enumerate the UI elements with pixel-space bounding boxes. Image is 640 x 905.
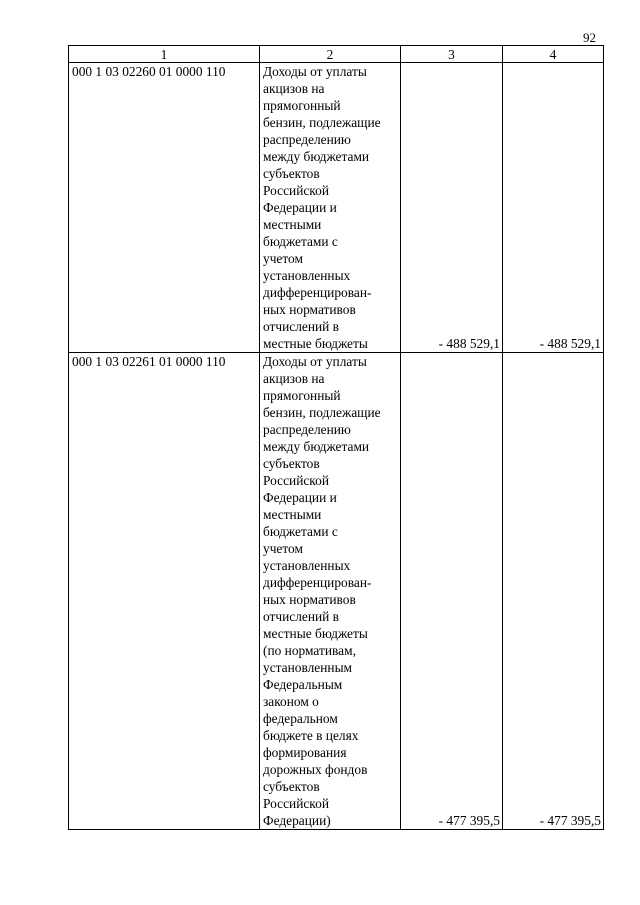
description-line: субъектов: [263, 779, 320, 794]
description-line: акцизов на: [263, 371, 325, 386]
description-line: Доходы от уплаты: [263, 64, 367, 79]
description-line: учетом: [263, 541, 303, 556]
budget-code: 000 1 03 02261 01 0000 110: [69, 353, 260, 830]
description-line: законом о: [263, 694, 319, 709]
description-line: распределению: [263, 132, 351, 147]
description-line: (по нормативам,: [263, 643, 356, 658]
page-number: 92: [583, 30, 596, 45]
budget-table: [68, 45, 604, 830]
description-line: бензин, подлежащие: [263, 405, 381, 420]
description-line: Российской: [263, 473, 329, 488]
description-line: местными: [263, 507, 322, 522]
description-line: субъектов: [263, 166, 320, 181]
description-line: Федеральным: [263, 677, 343, 692]
amount-col3: - 477 395,5: [401, 353, 503, 830]
description-line: бюджете в целях: [263, 728, 359, 743]
description-line: местные бюджеты: [263, 626, 368, 641]
description-line: ных нормативов: [263, 302, 356, 317]
table-row: [69, 353, 604, 830]
description-line: Федерации и: [263, 490, 337, 505]
description-line: между бюджетами: [263, 439, 370, 454]
income-description: [260, 63, 401, 353]
amount-col4: - 477 395,5: [503, 353, 604, 830]
description-line: Доходы от уплаты: [263, 354, 367, 369]
column-header-4: 4: [503, 46, 604, 63]
description-line: прямогонный: [263, 98, 341, 113]
description-line: распределению: [263, 422, 351, 437]
description-line: бюджетами с: [263, 234, 338, 249]
description-line: установленным: [263, 660, 353, 675]
description-line: установленных: [263, 268, 351, 283]
description-line: учетом: [263, 251, 303, 266]
description-line: субъектов: [263, 456, 320, 471]
description-line: между бюджетами: [263, 149, 370, 164]
description-line: формирования: [263, 745, 347, 760]
description-line: местными: [263, 217, 322, 232]
description-line: федеральном: [263, 711, 338, 726]
description-line: ных нормативов: [263, 592, 356, 607]
description-line: Федерации и: [263, 200, 337, 215]
description-line: дифференцирован-: [263, 575, 372, 590]
amount-col4: - 488 529,1: [503, 63, 604, 353]
description-line: установленных: [263, 558, 351, 573]
description-line: отчислений в: [263, 319, 340, 334]
column-header-2: 2: [260, 46, 401, 63]
amount-col3: - 488 529,1: [401, 63, 503, 353]
description-line: бюджетами с: [263, 524, 338, 539]
description-line: Российской: [263, 183, 329, 198]
description-line: дорожных фондов: [263, 762, 368, 777]
budget-code: 000 1 03 02260 01 0000 110: [69, 63, 260, 353]
column-header-1: 1: [69, 46, 260, 63]
description-line: акцизов на: [263, 81, 325, 96]
table-row: [69, 63, 604, 353]
description-line: отчислений в: [263, 609, 340, 624]
description-line: местные бюджеты: [263, 336, 368, 351]
description-line: Российской: [263, 796, 329, 811]
description-line: бензин, подлежащие: [263, 115, 381, 130]
table-header-row: [69, 46, 604, 63]
description-line: дифференцирован-: [263, 285, 372, 300]
description-line: прямогонный: [263, 388, 341, 403]
column-header-3: 3: [401, 46, 503, 63]
income-description: [260, 353, 401, 830]
description-line: Федерации): [263, 813, 331, 828]
